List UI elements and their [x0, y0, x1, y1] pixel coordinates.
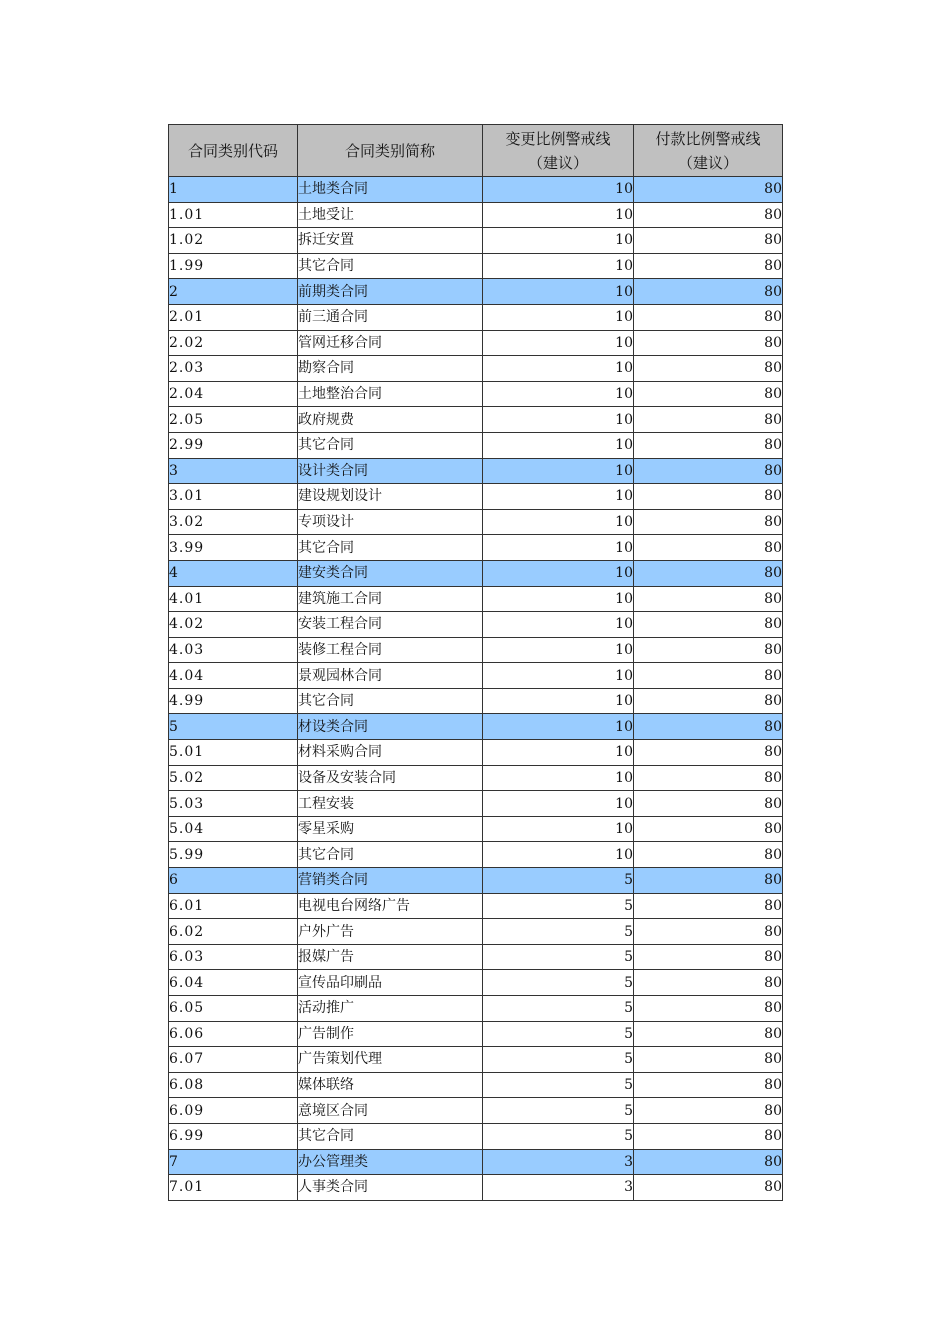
change-ratio-cell: 10: [483, 356, 634, 382]
code-cell: 5.01: [169, 740, 298, 766]
payment-ratio-cell: 80: [634, 816, 783, 842]
contract-category-table: [168, 124, 783, 1201]
name-cell: 活动推广: [298, 996, 483, 1022]
name-cell: 媒体联络: [298, 1072, 483, 1098]
change-ratio-cell: 10: [483, 381, 634, 407]
table-row: [169, 1123, 783, 1149]
code-cell: 2.04: [169, 381, 298, 407]
name-cell: 其它合同: [298, 432, 483, 458]
payment-ratio-cell: 80: [634, 586, 783, 612]
payment-ratio-cell: 80: [634, 177, 783, 203]
payment-ratio-cell: 80: [634, 688, 783, 714]
payment-ratio-cell: 80: [634, 509, 783, 535]
payment-ratio-cell: 80: [634, 356, 783, 382]
table-row: [169, 202, 783, 228]
name-cell: 电视电台网络广告: [298, 893, 483, 919]
code-cell: 4.01: [169, 586, 298, 612]
change-ratio-cell: 10: [483, 407, 634, 433]
table-row: [169, 944, 783, 970]
table-row: [169, 304, 783, 330]
change-ratio-cell: 3: [483, 1175, 634, 1201]
code-cell: 4.03: [169, 637, 298, 663]
change-ratio-cell: 5: [483, 1072, 634, 1098]
name-cell: 土地类合同: [298, 177, 483, 203]
category-row: [169, 714, 783, 740]
name-cell: 前期类合同: [298, 279, 483, 305]
name-cell: 材设类合同: [298, 714, 483, 740]
code-cell: 5: [169, 714, 298, 740]
name-cell: 拆迁安置: [298, 228, 483, 254]
name-cell: 专项设计: [298, 509, 483, 535]
change-ratio-cell: 5: [483, 996, 634, 1022]
change-ratio-cell: 10: [483, 791, 634, 817]
code-cell: 6.08: [169, 1072, 298, 1098]
header-code: 合同类别代码: [169, 125, 298, 177]
name-cell: 办公管理类: [298, 1149, 483, 1175]
name-cell: 景观园林合同: [298, 663, 483, 689]
change-ratio-cell: 10: [483, 842, 634, 868]
table-row: [169, 996, 783, 1022]
header-payment-ratio: 付款比例警戒线 （建议）: [634, 125, 783, 177]
name-cell: 户外广告: [298, 919, 483, 945]
payment-ratio-cell: 80: [634, 663, 783, 689]
code-cell: 1: [169, 177, 298, 203]
change-ratio-cell: 10: [483, 484, 634, 510]
change-ratio-cell: 10: [483, 816, 634, 842]
table-body: [169, 177, 783, 1201]
payment-ratio-cell: 80: [634, 1072, 783, 1098]
name-cell: 设备及安装合同: [298, 765, 483, 791]
table-row: [169, 1021, 783, 1047]
name-cell: 工程安装: [298, 791, 483, 817]
code-cell: 6.09: [169, 1098, 298, 1124]
payment-ratio-cell: 80: [634, 714, 783, 740]
payment-ratio-cell: 80: [634, 484, 783, 510]
change-ratio-cell: 10: [483, 509, 634, 535]
category-row: [169, 868, 783, 894]
table-row: [169, 688, 783, 714]
payment-ratio-cell: 80: [634, 791, 783, 817]
change-ratio-cell: 10: [483, 612, 634, 638]
table-row: [169, 432, 783, 458]
code-cell: 2.99: [169, 432, 298, 458]
change-ratio-cell: 10: [483, 458, 634, 484]
code-cell: 5.03: [169, 791, 298, 817]
payment-ratio-cell: 80: [634, 1098, 783, 1124]
code-cell: 2.02: [169, 330, 298, 356]
payment-ratio-cell: 80: [634, 253, 783, 279]
code-cell: 3: [169, 458, 298, 484]
name-cell: 意境区合同: [298, 1098, 483, 1124]
code-cell: 6.01: [169, 893, 298, 919]
change-ratio-cell: 10: [483, 688, 634, 714]
table-header-row: [169, 125, 783, 177]
code-cell: 3.01: [169, 484, 298, 510]
change-ratio-cell: 5: [483, 944, 634, 970]
payment-ratio-cell: 80: [634, 919, 783, 945]
name-cell: 人事类合同: [298, 1175, 483, 1201]
payment-ratio-cell: 80: [634, 1123, 783, 1149]
code-cell: 4.99: [169, 688, 298, 714]
change-ratio-cell: 5: [483, 1098, 634, 1124]
name-cell: 前三通合同: [298, 304, 483, 330]
header-name: 合同类别简称: [298, 125, 483, 177]
change-ratio-cell: 10: [483, 304, 634, 330]
table-row: [169, 586, 783, 612]
code-cell: 2.05: [169, 407, 298, 433]
category-row: [169, 279, 783, 305]
table-row: [169, 535, 783, 561]
table-row: [169, 330, 783, 356]
table-row: [169, 740, 783, 766]
table-row: [169, 381, 783, 407]
change-ratio-cell: 10: [483, 740, 634, 766]
name-cell: 广告策划代理: [298, 1047, 483, 1073]
table-row: [169, 253, 783, 279]
table-row: [169, 663, 783, 689]
code-cell: 3.02: [169, 509, 298, 535]
name-cell: 宣传品印刷品: [298, 970, 483, 996]
category-row: [169, 458, 783, 484]
change-ratio-cell: 5: [483, 970, 634, 996]
code-cell: 7: [169, 1149, 298, 1175]
change-ratio-cell: 10: [483, 714, 634, 740]
change-ratio-cell: 3: [483, 1149, 634, 1175]
code-cell: 7.01: [169, 1175, 298, 1201]
name-cell: 其它合同: [298, 1123, 483, 1149]
payment-ratio-cell: 80: [634, 740, 783, 766]
change-ratio-cell: 10: [483, 637, 634, 663]
code-cell: 6: [169, 868, 298, 894]
payment-ratio-cell: 80: [634, 1175, 783, 1201]
name-cell: 设计类合同: [298, 458, 483, 484]
change-ratio-cell: 5: [483, 893, 634, 919]
payment-ratio-cell: 80: [634, 868, 783, 894]
name-cell: 其它合同: [298, 688, 483, 714]
code-cell: 6.04: [169, 970, 298, 996]
name-cell: 安装工程合同: [298, 612, 483, 638]
code-cell: 1.99: [169, 253, 298, 279]
payment-ratio-cell: 80: [634, 330, 783, 356]
name-cell: 装修工程合同: [298, 637, 483, 663]
name-cell: 建安类合同: [298, 560, 483, 586]
table-row: [169, 612, 783, 638]
table-row: [169, 970, 783, 996]
name-cell: 其它合同: [298, 535, 483, 561]
code-cell: 3.99: [169, 535, 298, 561]
code-cell: 1.02: [169, 228, 298, 254]
name-cell: 其它合同: [298, 842, 483, 868]
code-cell: 6.05: [169, 996, 298, 1022]
code-cell: 5.04: [169, 816, 298, 842]
change-ratio-cell: 5: [483, 1123, 634, 1149]
payment-ratio-cell: 80: [634, 381, 783, 407]
code-cell: 1.01: [169, 202, 298, 228]
name-cell: 政府规费: [298, 407, 483, 433]
change-ratio-cell: 5: [483, 868, 634, 894]
table-row: [169, 637, 783, 663]
table-row: [169, 509, 783, 535]
change-ratio-cell: 10: [483, 560, 634, 586]
payment-ratio-cell: 80: [634, 970, 783, 996]
change-ratio-cell: 10: [483, 765, 634, 791]
code-cell: 4.02: [169, 612, 298, 638]
code-cell: 2.01: [169, 304, 298, 330]
change-ratio-cell: 10: [483, 202, 634, 228]
name-cell: 建筑施工合同: [298, 586, 483, 612]
change-ratio-cell: 10: [483, 228, 634, 254]
payment-ratio-cell: 80: [634, 1021, 783, 1047]
payment-ratio-cell: 80: [634, 202, 783, 228]
table-row: [169, 919, 783, 945]
table-row: [169, 893, 783, 919]
name-cell: 广告制作: [298, 1021, 483, 1047]
code-cell: 2.03: [169, 356, 298, 382]
code-cell: 6.03: [169, 944, 298, 970]
change-ratio-cell: 10: [483, 663, 634, 689]
table-row: [169, 842, 783, 868]
table-row: [169, 1047, 783, 1073]
name-cell: 管网迁移合同: [298, 330, 483, 356]
payment-ratio-cell: 80: [634, 458, 783, 484]
table-row: [169, 356, 783, 382]
change-ratio-cell: 10: [483, 330, 634, 356]
table-row: [169, 1175, 783, 1201]
payment-ratio-cell: 80: [634, 944, 783, 970]
change-ratio-cell: 10: [483, 177, 634, 203]
code-cell: 6.07: [169, 1047, 298, 1073]
code-cell: 6.06: [169, 1021, 298, 1047]
change-ratio-cell: 5: [483, 1047, 634, 1073]
payment-ratio-cell: 80: [634, 1149, 783, 1175]
payment-ratio-cell: 80: [634, 407, 783, 433]
table-row: [169, 1072, 783, 1098]
name-cell: 建设规划设计: [298, 484, 483, 510]
table-row: [169, 1098, 783, 1124]
change-ratio-cell: 10: [483, 279, 634, 305]
table-row: [169, 228, 783, 254]
payment-ratio-cell: 80: [634, 432, 783, 458]
change-ratio-cell: 5: [483, 919, 634, 945]
payment-ratio-cell: 80: [634, 228, 783, 254]
header-change-ratio: 变更比例警戒线 （建议）: [483, 125, 634, 177]
payment-ratio-cell: 80: [634, 560, 783, 586]
name-cell: 土地受让: [298, 202, 483, 228]
table-row: [169, 791, 783, 817]
table-row: [169, 765, 783, 791]
name-cell: 零星采购: [298, 816, 483, 842]
name-cell: 其它合同: [298, 253, 483, 279]
payment-ratio-cell: 80: [634, 304, 783, 330]
category-row: [169, 560, 783, 586]
table-row: [169, 407, 783, 433]
payment-ratio-cell: 80: [634, 1047, 783, 1073]
table-row: [169, 816, 783, 842]
code-cell: 4: [169, 560, 298, 586]
code-cell: 5.02: [169, 765, 298, 791]
payment-ratio-cell: 80: [634, 893, 783, 919]
change-ratio-cell: 10: [483, 432, 634, 458]
change-ratio-cell: 10: [483, 253, 634, 279]
table-row: [169, 484, 783, 510]
payment-ratio-cell: 80: [634, 996, 783, 1022]
name-cell: 土地整治合同: [298, 381, 483, 407]
payment-ratio-cell: 80: [634, 765, 783, 791]
code-cell: 6.02: [169, 919, 298, 945]
code-cell: 6.99: [169, 1123, 298, 1149]
category-row: [169, 177, 783, 203]
payment-ratio-cell: 80: [634, 279, 783, 305]
name-cell: 材料采购合同: [298, 740, 483, 766]
name-cell: 勘察合同: [298, 356, 483, 382]
category-row: [169, 1149, 783, 1175]
change-ratio-cell: 10: [483, 535, 634, 561]
name-cell: 营销类合同: [298, 868, 483, 894]
payment-ratio-cell: 80: [634, 842, 783, 868]
payment-ratio-cell: 80: [634, 612, 783, 638]
change-ratio-cell: 5: [483, 1021, 634, 1047]
name-cell: 报媒广告: [298, 944, 483, 970]
payment-ratio-cell: 80: [634, 535, 783, 561]
change-ratio-cell: 10: [483, 586, 634, 612]
code-cell: 2: [169, 279, 298, 305]
payment-ratio-cell: 80: [634, 637, 783, 663]
code-cell: 4.04: [169, 663, 298, 689]
code-cell: 5.99: [169, 842, 298, 868]
